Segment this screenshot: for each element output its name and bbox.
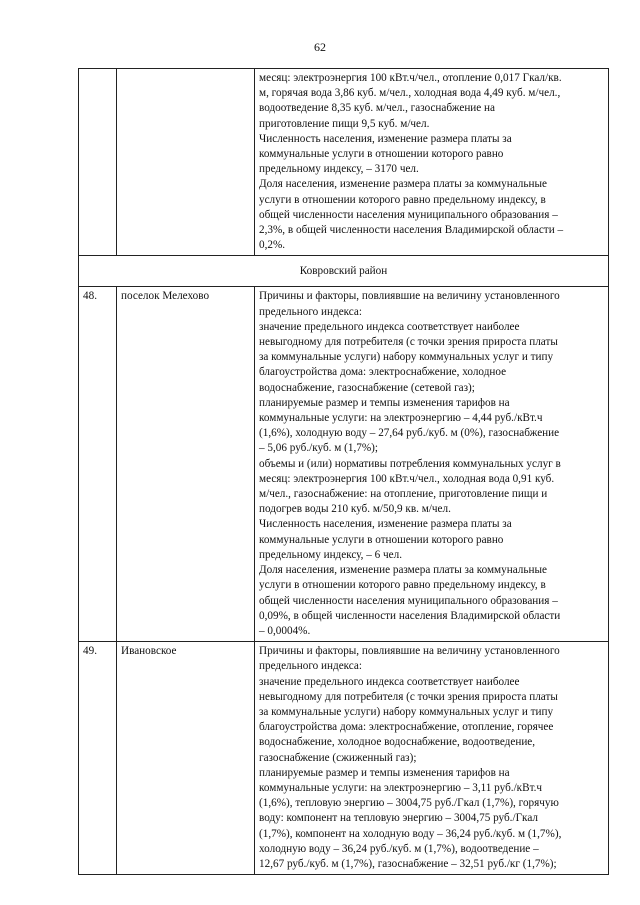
text-line: Причины и факторы, повлиявшие на величину установленного — [259, 645, 560, 658]
text-line: водоснабжение, газоснабжение (сетевой газ); — [259, 381, 475, 394]
row-name: поселок Мелехово — [117, 287, 255, 642]
section-header-row — [79, 256, 609, 287]
text-line: приготовление пищи 9,5 куб. м/чел. — [259, 117, 430, 130]
text-line: месяц: электроэнергия 100 кВт.ч/чел., холодная вода 0,91 куб. — [259, 472, 555, 485]
document-table — [78, 68, 609, 875]
text-line: воду: компонент на тепловую энергию – 3004,75 руб./Гкал — [259, 812, 538, 825]
text-line: – 0,0004%. — [259, 624, 311, 637]
text-line: м, горячая вода 3,86 куб. м/чел., холодная вода 4,49 куб. м/чел., — [259, 87, 561, 100]
row-text-cell — [255, 69, 609, 256]
text-line: невыгодному для потребителя (с точки зрения прироста платы — [259, 690, 558, 703]
text-line: коммунальные услуги: на электроэнергию – 3,11 руб./кВт.ч — [259, 781, 543, 794]
text-line: водоотведение 8,35 куб. м/чел., газоснабжение на — [259, 102, 496, 115]
text-line: Численность населения, изменение размера платы за — [259, 518, 512, 531]
text-line: предельного индекса: — [259, 660, 362, 673]
text-line: 0,09%, в общей численности населения Владимирской области — [259, 609, 561, 622]
text-line: предельному индексу, – 3170 чел. — [259, 163, 419, 176]
text-line: планируемые размер и темпы изменения тарифов на — [259, 396, 510, 409]
text-line: благоустройства дома: электроснабжение, холодное — [259, 366, 507, 379]
table-row — [79, 642, 609, 875]
text-line: водоснабжение, холодное водоснабжение, водоотведение, — [259, 736, 536, 749]
text-line: невыгодному для потребителя (с точки зрения прироста платы — [259, 336, 558, 349]
text-line: 12,67 руб./куб. м (1,7%), газоснабжение – 32,51 руб./кг (1,7%); — [259, 857, 557, 870]
text-line: коммунальные услуги в отношении которого равно — [259, 148, 504, 161]
text-line: предельному индексу, – 6 чел. — [259, 548, 403, 561]
text-line: общей численности населения муниципального образования – — [259, 594, 558, 607]
text-line: значение предельного индекса соответствует наиболее — [259, 675, 520, 688]
row-number: 49. — [79, 642, 117, 875]
text-line: м/чел., газоснабжение: на отопление, приготовление пищи и — [259, 488, 548, 501]
text-line: Доля населения, изменение размера платы за коммунальные — [259, 178, 547, 191]
text-line: за коммунальные услуги) набору коммунальных услуг и типу — [259, 705, 554, 718]
text-line: коммунальные услуги: на электроэнергию – 4,44 руб./кВт.ч — [259, 412, 543, 425]
text-line: (1,6%), холодную воду – 27,64 руб./куб. м (0%), газоснабжение — [259, 427, 560, 440]
text-line: – 5,06 руб./куб. м (1,7%); — [259, 442, 379, 455]
row-name-cell — [117, 69, 255, 256]
row-name: Ивановское — [117, 642, 255, 875]
text-line: Численность населения, изменение размера платы за — [259, 132, 512, 145]
text-line: (1,7%), компонент на холодную воду – 36,24 руб./куб. м (1,7%), — [259, 827, 562, 840]
text-line: (1,6%), тепловую энергию – 3004,75 руб./Гкал (1,7%), горячую — [259, 797, 559, 810]
text-line: месяц: электроэнергия 100 кВт.ч/чел., отопление 0,017 Гкал/кв. — [259, 72, 562, 84]
text-line: Причины и факторы, повлиявшие на величину установленного — [259, 290, 560, 303]
row-number-cell — [79, 69, 117, 256]
table-row — [79, 287, 609, 642]
text-line: подогрев воды 210 куб. м/50,9 кв. м/чел. — [259, 503, 451, 516]
text-line: 0,2%. — [259, 239, 286, 252]
row-text-cell — [255, 287, 609, 642]
text-line: значение предельного индекса соответствует наиболее — [259, 320, 520, 333]
text-line: услуги в отношении которого равно предельному индексу, в — [259, 193, 546, 206]
text-line: общей численности населения муниципального образования – — [259, 208, 558, 221]
row-text-cell — [255, 642, 609, 875]
text-line: коммунальные услуги в отношении которого равно — [259, 533, 504, 546]
table-row — [79, 69, 609, 256]
text-line: объемы и (или) нормативы потребления коммунальных услуг в — [259, 457, 561, 470]
text-line: газоснабжение (сжиженный газ); — [259, 751, 417, 764]
section-title: Ковровский район — [79, 256, 609, 287]
text-line: услуги в отношении которого равно предельному индексу, в — [259, 579, 546, 592]
text-line: планируемые размер и темпы изменения тарифов на — [259, 766, 510, 779]
page-number: 62 — [314, 40, 326, 54]
text-line: благоустройства дома: электроснабжение, отопление, горячее — [259, 721, 554, 734]
text-line: холодную воду – 36,24 руб./куб. м (1,7%), водоотведение – — [259, 842, 539, 855]
text-line: Доля населения, изменение размера платы за коммунальные — [259, 564, 547, 577]
text-line: 2,3%, в общей численности населения Владимирской области – — [259, 224, 564, 237]
text-line: за коммунальные услуги) набору коммунальных услуг и типу — [259, 351, 554, 364]
row-number: 48. — [79, 287, 117, 642]
text-line: предельного индекса: — [259, 305, 362, 318]
